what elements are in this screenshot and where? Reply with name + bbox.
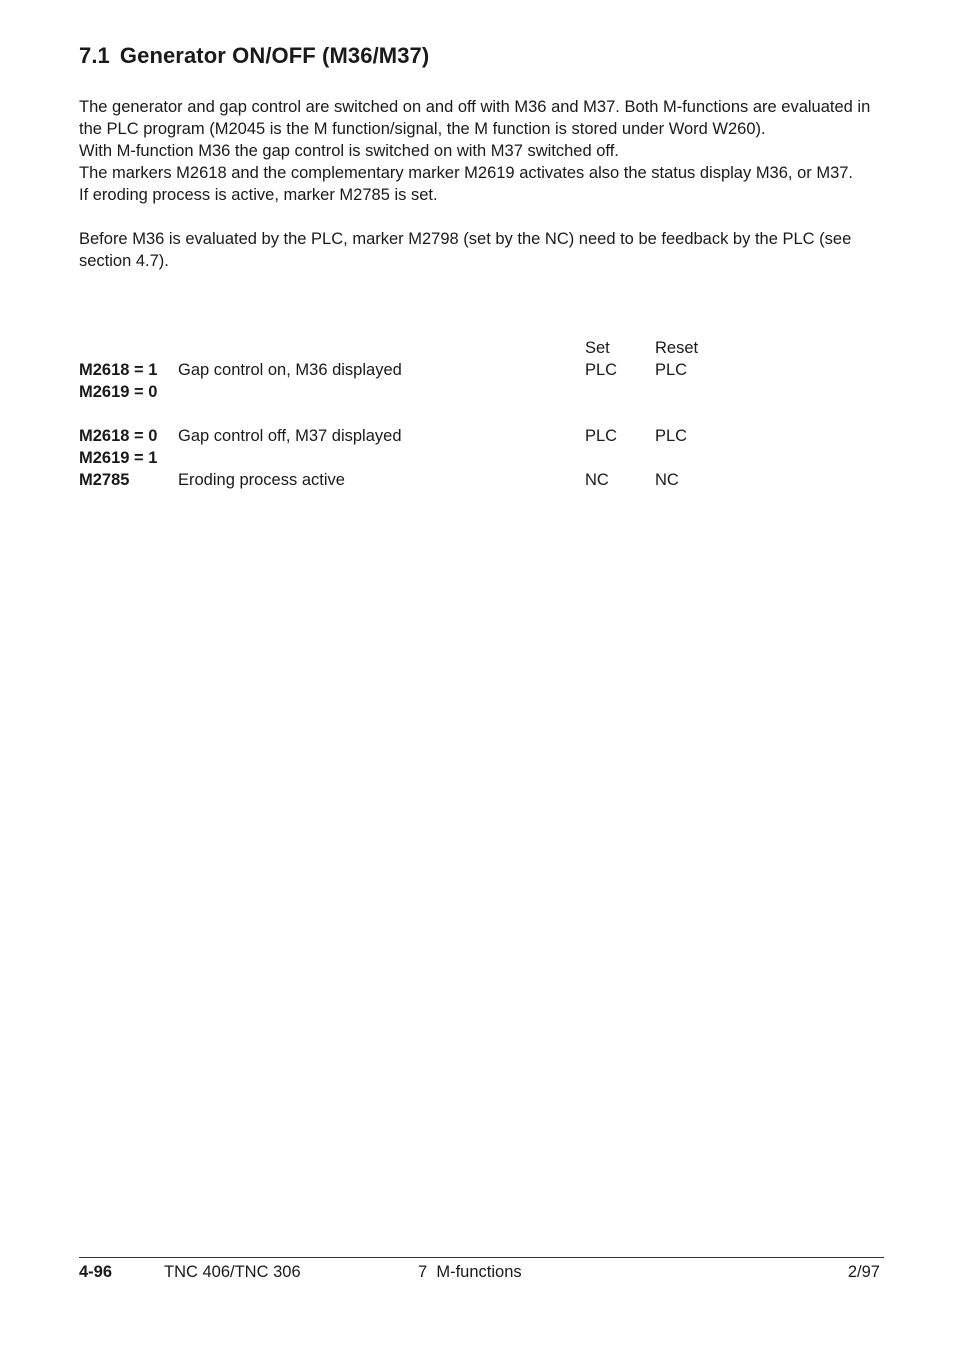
marker-name: M2785 — [79, 471, 130, 489]
header-reset: Reset — [655, 339, 699, 357]
table-spacer — [79, 403, 779, 425]
body-text — [79, 96, 889, 272]
marker-name: M2619 = 1 — [79, 449, 158, 467]
section-heading: Generator ON/OFF (M36/M37) — [119, 43, 430, 68]
paragraph-eroding: If eroding process is active, marker M2785 is set. — [79, 186, 438, 204]
footer-model: TNC 406/TNC 306 — [164, 1263, 301, 1281]
section-number: 7.1 — [79, 43, 110, 68]
page-footer — [79, 1261, 884, 1283]
footer-chapter: 7 M-functions — [418, 1263, 522, 1281]
marker-name: M2618 = 0 — [79, 427, 158, 445]
marker-set: PLC — [585, 427, 618, 445]
marker-description: Gap control on, M36 displayed — [178, 361, 402, 379]
marker-reset: PLC — [655, 427, 688, 445]
marker-reset: PLC — [655, 361, 688, 379]
table-row — [79, 425, 779, 447]
marker-set: PLC — [585, 361, 618, 379]
marker-reset: NC — [655, 471, 679, 489]
table-row — [79, 447, 779, 469]
footer-date: 2/97 — [847, 1263, 880, 1281]
marker-table — [79, 337, 779, 491]
page-number: 4-96 — [79, 1263, 113, 1281]
paragraph-intro: The generator and gap control are switched on and off with M36 and M37. Both M-functions are evaluated in the PLC program (M2045 is the M function/signal, the M function is stored under Word W260). — [79, 98, 871, 138]
marker-set: NC — [585, 471, 609, 489]
table-header-row — [79, 337, 779, 359]
marker-name: M2618 = 1 — [79, 361, 158, 379]
spacer — [79, 206, 889, 228]
marker-name: M2619 = 0 — [79, 383, 158, 401]
marker-description: Eroding process active — [178, 471, 345, 489]
paragraph-m36: With M-function M36 the gap control is switched on with M37 switched off. — [79, 142, 619, 160]
table-row — [79, 469, 779, 491]
table-row — [79, 381, 779, 403]
footer-divider — [79, 1257, 884, 1258]
paragraph-feedback: Before M36 is evaluated by the PLC, marker M2798 (set by the NC) need to be feedback by the PLC (see section 4.7). — [79, 230, 852, 270]
table-row — [79, 359, 779, 381]
paragraph-markers: The markers M2618 and the complementary marker M2619 activates also the status display M36, or M37. — [79, 164, 854, 182]
section-title — [79, 43, 429, 69]
header-set: Set — [585, 339, 610, 357]
marker-description: Gap control off, M37 displayed — [178, 427, 402, 445]
